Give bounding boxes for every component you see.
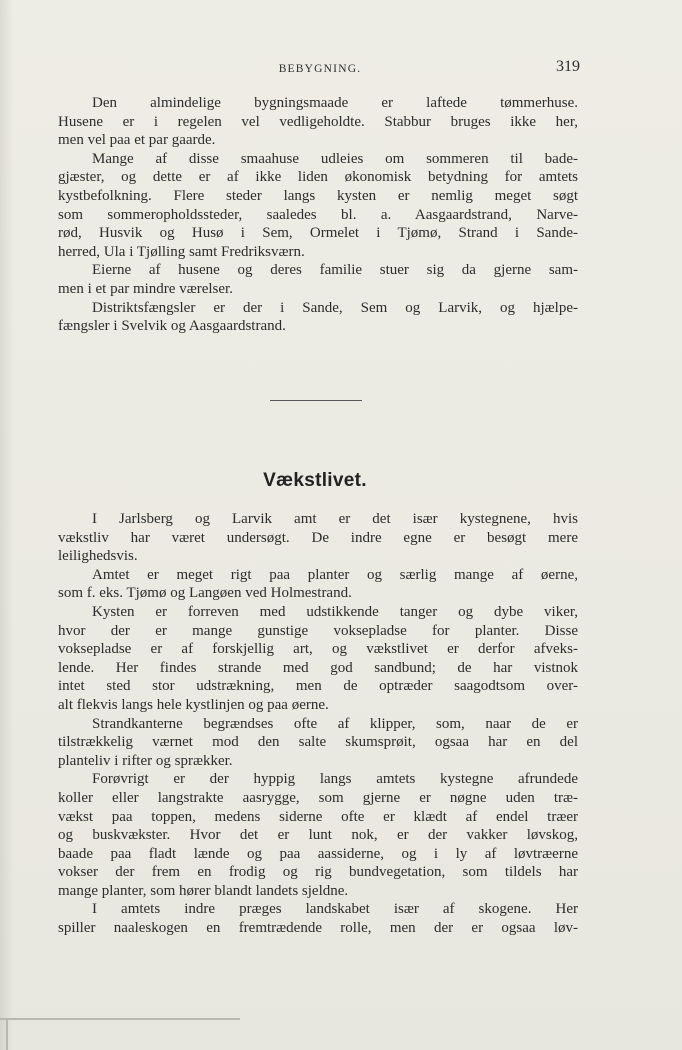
text-line: Den almindelige bygningsmaade er laftede tømmerhuse. — [92, 95, 578, 111]
section-bebygning-text — [58, 94, 578, 336]
text-line: I Jarlsberg og Larvik amt er det især kystegnene, hvis — [92, 511, 578, 527]
section-vaekstlivet-text — [58, 510, 578, 938]
text-line: planteliv i rifter og sprækker. — [58, 752, 233, 769]
text-line: vækstliv har været undersøgt. De indre egne er besøgt mere — [58, 529, 578, 546]
text-line: rød, Husvik og Husø i Sem, Ormelet i Tjømø, Strand i Sande- — [58, 225, 578, 242]
section-divider — [270, 400, 362, 401]
text-line: tilstrækkelig værnet mod den salte skumsprøit, ogsaa har en del — [58, 734, 578, 751]
text-line: fængsler i Svelvik og Aasgaardstrand. — [58, 318, 286, 335]
text-line: koller eller langstrakte aasrygge, som gjerne er nøgne uden træ- — [58, 789, 578, 806]
text-line: Forøvrigt er der hyppig langs amtets kystegne afrundede — [92, 771, 578, 788]
text-line: gjæster, og dette er af ikke liden økonomisk betydning for amtets — [58, 169, 578, 186]
text-line: vækst paa toppen, medens siderne ofte er klædt af endel træer — [58, 808, 578, 825]
text-line: kystbefolkning. Flere steder langs kysten er nemlig meget søgt — [58, 187, 578, 204]
text-line: Distriktsfængsler er der i Sande, Sem og Larvik, og hjælpe- — [92, 299, 578, 316]
binding-mark — [0, 1018, 240, 1020]
text-line: baade paa fladt lænde og paa aassiderne, og i ly af løvtræerne — [58, 845, 578, 862]
text-line: men vel paa et par gaarde. — [58, 132, 216, 149]
text-line: og buskvækster. Hvor det er lunt nok, er der vakker løvskog, — [58, 827, 578, 844]
text-line: lende. Her findes strande med god sandbund; de har vistnok — [58, 659, 578, 676]
text-line: Amtet er meget rigt paa planter og særlig mange af øerne, — [92, 566, 578, 583]
page-header — [58, 58, 582, 80]
text-line: alt flekvis langs hele kystlinjen og paa øerne. — [58, 696, 329, 713]
text-line: Strandkanterne begrændses ofte af klipper, som, naar de er — [92, 715, 578, 732]
page-number: 319 — [556, 58, 580, 75]
text-line: leilighedsvis. — [58, 548, 138, 565]
text-line: men i et par mindre værelser. — [58, 280, 233, 297]
text-line: vokser der frem en frodig og rig bundvegetation, som tildels har — [58, 864, 578, 881]
text-line: som sommeropholdssteder, saaledes bl. a. Aasgaardstrand, Narve- — [58, 206, 578, 223]
text-line: hvor der er mange gunstige voksepladse for planter. Disse — [58, 622, 578, 639]
text-line: Eierne af husene og deres familie stuer sig da gjerne sam- — [92, 262, 578, 279]
running-head: BEBYGNING. — [278, 63, 362, 75]
text-line: voksepladse er af forskjellig art, og vækstlivet er derfor afveks- — [58, 641, 578, 658]
section-title: Vækstlivet. — [263, 470, 367, 491]
text-line: spiller naaleskogen en fremtrædende rolle, men der er ogsaa løv- — [58, 920, 578, 937]
text-line: Husene er i regelen vel vedligeholdte. Stabbur bruges ikke her, — [58, 113, 578, 130]
text-line: Mange af disse smaahuse udleies om sommeren til bade- — [92, 150, 578, 167]
text-line: I amtets indre præges landskabet især af skogene. Her — [92, 901, 578, 918]
page-edge-shadow — [0, 0, 14, 1050]
text-line: Kysten er forreven med udstikkende tanger og dybe viker, — [92, 603, 578, 620]
text-line: herred, Ula i Tjølling samt Fredriksværn. — [58, 243, 305, 260]
binding-mark-vertical — [6, 1018, 8, 1050]
text-line: mange planter, som hører blandt landets sjeldne. — [58, 882, 349, 899]
text-line: intet sted stor udstrækning, men de optræder saagodtsom over- — [58, 678, 578, 695]
text-line: som f. eks. Tjømø og Langøen ved Holmestrand. — [58, 585, 352, 602]
